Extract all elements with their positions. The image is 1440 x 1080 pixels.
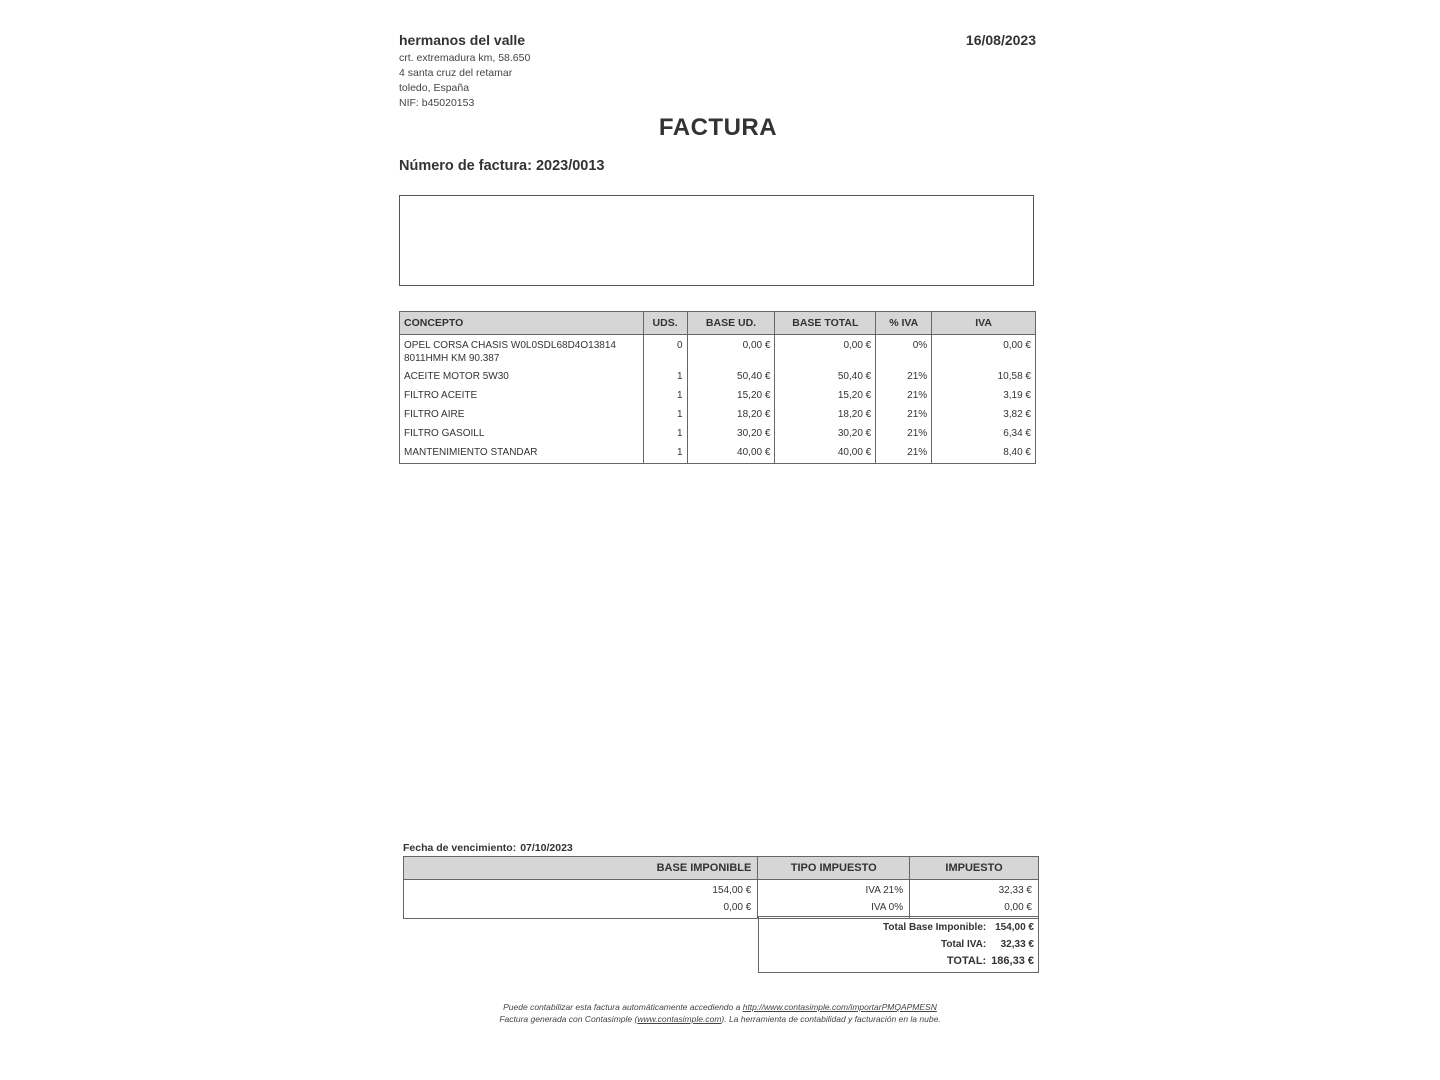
company-address-line: crt. extremadura km, 58.650 [399, 52, 531, 64]
table-row [400, 335, 1036, 368]
total-iva-row [941, 936, 1034, 953]
due-date [403, 842, 573, 854]
col-header-base-imponible: BASE IMPONIBLE [404, 857, 758, 880]
items-header-row [400, 312, 1036, 335]
cell-base-ud: 40,00 € [687, 444, 775, 464]
cell-iva: 3,19 € [932, 387, 1036, 406]
cell-iva: 3,82 € [932, 406, 1036, 425]
cell-base-total: 40,00 € [775, 444, 876, 464]
table-row [400, 387, 1036, 406]
cell-iva: 6,34 € [932, 425, 1036, 444]
cell-base-total: 0,00 € [775, 335, 876, 368]
cell-pct-iva: 21% [876, 444, 932, 464]
cell-uds: 0 [643, 335, 687, 368]
cell-uds: 1 [643, 387, 687, 406]
cell-iva: 10,58 € [932, 368, 1036, 387]
col-header-uds: UDS. [643, 312, 687, 335]
tax-header-row [404, 857, 1039, 880]
table-row [400, 406, 1036, 425]
cell-base-total: 18,20 € [775, 406, 876, 425]
cell-concepto: FILTRO AIRE [400, 406, 644, 425]
cell-pct-iva: 21% [876, 387, 932, 406]
col-header-concepto: CONCEPTO [400, 312, 644, 335]
company-address-line: 4 santa cruz del retamar [399, 67, 513, 79]
cell-base-total: 30,20 € [775, 425, 876, 444]
due-date-label: Fecha de vencimiento: [403, 842, 517, 854]
cell-pct-iva: 21% [876, 406, 932, 425]
footer-line-2-suffix: ). La herramienta de contabilidad y facturación en la nube. [721, 1014, 941, 1024]
invoice-date: 16/08/2023 [965, 32, 1036, 48]
table-row [400, 444, 1036, 464]
cell-base-imponible: 0,00 € [404, 899, 758, 919]
cell-concepto: OPEL CORSA CHASIS W0L0SDL68D4O13814 8011HMH KM 90.387 [400, 335, 644, 368]
cell-concepto: MANTENIMIENTO STANDAR [400, 444, 644, 464]
company-nif: NIF: b45020153 [399, 97, 475, 109]
total-base-value: 154,00 € [995, 922, 1034, 933]
total-base-row [883, 919, 1034, 936]
cell-impuesto: 32,33 € [910, 880, 1039, 900]
invoice-number-label: Número de factura: [399, 158, 532, 174]
cell-pct-iva: 0% [876, 335, 932, 368]
col-header-base-ud: BASE UD. [687, 312, 775, 335]
tax-summary-table [403, 856, 1039, 919]
cell-pct-iva: 21% [876, 425, 932, 444]
cell-base-total: 50,40 € [775, 368, 876, 387]
col-header-pct-iva: % IVA [876, 312, 932, 335]
col-header-iva: IVA [932, 312, 1036, 335]
table-row [400, 368, 1036, 387]
cell-uds: 1 [643, 406, 687, 425]
col-header-tipo-impuesto: TIPO IMPUESTO [758, 857, 910, 880]
cell-pct-iva: 21% [876, 368, 932, 387]
footer-line-1-text: Puede contabilizar esta factura automáticamente accediendo a [503, 1002, 741, 1012]
cell-base-total: 15,20 € [775, 387, 876, 406]
cell-iva: 0,00 € [932, 335, 1036, 368]
cell-concepto: ACEITE MOTOR 5W30 [400, 368, 644, 387]
grand-total-label: TOTAL: [946, 955, 987, 967]
items-table [399, 311, 1036, 464]
total-iva-label: Total IVA: [941, 939, 987, 950]
invoice-number [399, 158, 605, 174]
invoice-title: FACTURA [658, 114, 778, 141]
company-name: hermanos del valle [399, 32, 526, 48]
cell-concepto: FILTRO GASOILL [400, 425, 644, 444]
table-row [400, 425, 1036, 444]
client-box [399, 195, 1034, 286]
footer-line-1 [388, 1001, 1052, 1013]
cell-impuesto: 0,00 € [910, 899, 1039, 919]
footer-import-link[interactable]: http://www.contasimple.com/importarPMQAPMESN [742, 1002, 937, 1012]
col-header-base-total: BASE TOTAL [775, 312, 876, 335]
cell-base-ud: 50,40 € [687, 368, 775, 387]
invoice-page [388, 16, 1052, 1072]
company-address-line: toledo, España [399, 82, 470, 94]
cell-base-ud: 15,20 € [687, 387, 775, 406]
cell-tipo-impuesto: IVA 0% [758, 899, 910, 919]
grand-total-value: 186,33 € [991, 955, 1034, 967]
cell-base-ud: 0,00 € [687, 335, 775, 368]
totals-box [758, 916, 1039, 973]
cell-base-imponible: 154,00 € [404, 880, 758, 900]
cell-uds: 1 [643, 444, 687, 464]
footer-note [388, 1001, 1052, 1025]
cell-concepto: FILTRO ACEITE [400, 387, 644, 406]
invoice-number-value: 2023/0013 [535, 158, 605, 174]
table-row [404, 880, 1039, 900]
cell-uds: 1 [643, 368, 687, 387]
col-header-impuesto: IMPUESTO [910, 857, 1039, 880]
cell-iva: 8,40 € [932, 444, 1036, 464]
cell-base-ud: 30,20 € [687, 425, 775, 444]
footer-line-2-prefix: Factura generada con Contasimple ( [499, 1014, 638, 1024]
total-base-label: Total Base Imponible: [883, 922, 987, 933]
grand-total-row [947, 953, 1034, 970]
due-date-value: 07/10/2023 [520, 842, 573, 854]
cell-uds: 1 [643, 425, 687, 444]
cell-tipo-impuesto: IVA 21% [758, 880, 910, 900]
footer-site-link[interactable]: www.contasimple.com [637, 1014, 722, 1024]
total-iva-value: 32,33 € [1000, 939, 1034, 950]
footer-line-2 [388, 1013, 1052, 1025]
cell-base-ud: 18,20 € [687, 406, 775, 425]
